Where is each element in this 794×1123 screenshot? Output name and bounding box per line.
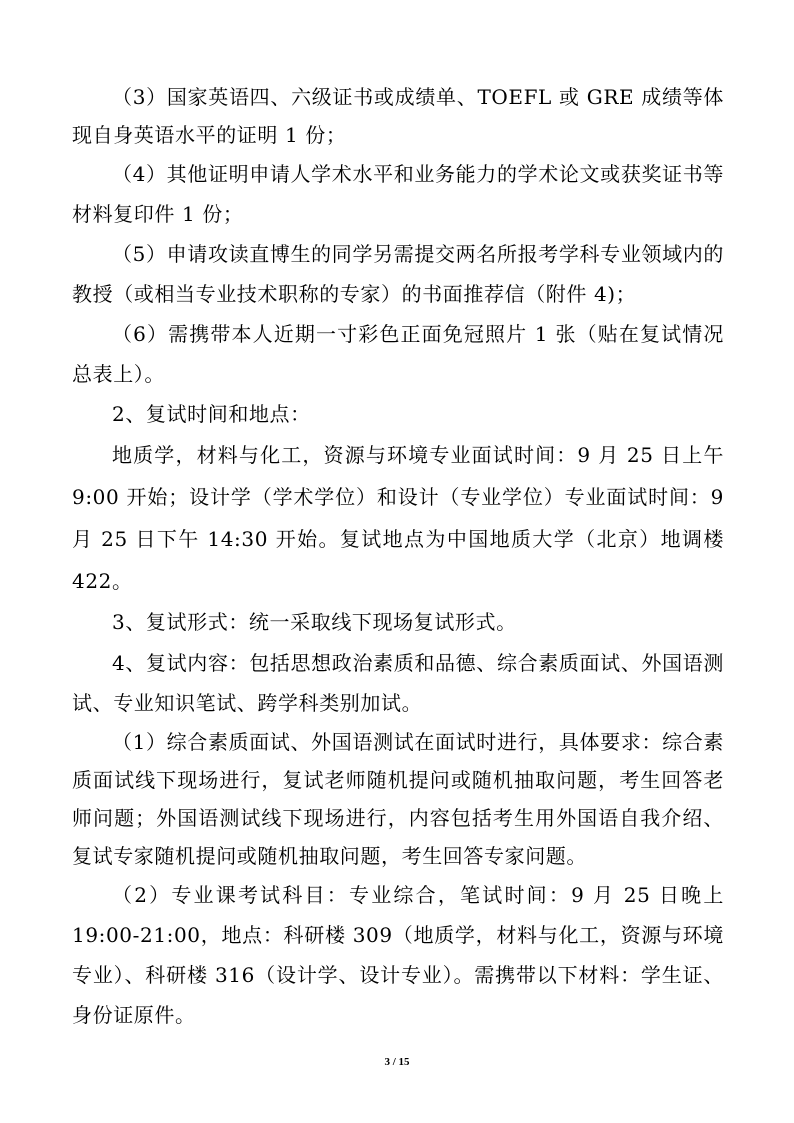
paragraph-recommendation-letters: （5）申请攻读直博生的同学另需提交两名所报考学科专业领域内的教授（或相当专业技术职称的专家）的书面推荐信（附件 4)； xyxy=(72,242,724,306)
paragraph-english-certificate: （3）国家英语四、六级证书或成绩单、TOEFL 或 GRE 成绩等体现自身英语水平的证明 1 份； xyxy=(72,85,724,147)
paragraph-written-exam: （2）专业课考试科目：专业综合，笔试时间：9 月 25 日晚上 19:00-21:00，地点：科研楼 309（地质学，材料与化工，资源与环境专业）、科研楼 316（设计学、设计专业）。需携带以下材料：学生证、身份证原件。 xyxy=(72,883,724,1027)
paragraph-photo: （6）需携带本人近期一寸彩色正面免冠照片 1 张（贴在复试情况总表上）。 xyxy=(72,322,724,386)
section-heading-format: 3、复试形式：统一采取线下现场复试形式。 xyxy=(112,610,517,634)
page-number: 3 / 15 xyxy=(384,1056,410,1068)
section-heading-time-location: 2、复试时间和地点： xyxy=(112,402,311,426)
section-heading-content: 4、复试内容：包括思想政治素质和品德、综合素质面试、外国语测试、专业知识笔试、跨学科类别加试。 xyxy=(72,651,724,715)
paragraph-interview-schedule: 地质学，材料与化工，资源与环境专业面试时间：9 月 25 日上午 9:00 开始；设计学（学术学位）和设计（专业学位）专业面试时间：9 月 25 日下午 14:30 开始。复试地点为中国地质大学（北京）地调楼 422。 xyxy=(72,443,724,593)
paragraph-interview-details: （1）综合素质面试、外国语测试在面试时进行，具体要求：综合素质面试线下现场进行，复试老师随机提问或随机抽取问题，考生回答老师问题；外国语测试线下现场进行，内容包括考生用外国语自我介绍、复试专家随机提问或随机抽取问题，考生回答专家问题。 xyxy=(72,730,724,868)
document-body xyxy=(72,78,724,1035)
paragraph-academic-papers: （4）其他证明申请人学术水平和业务能力的学术论文或获奖证书等材料复印件 1 份； xyxy=(72,162,724,226)
